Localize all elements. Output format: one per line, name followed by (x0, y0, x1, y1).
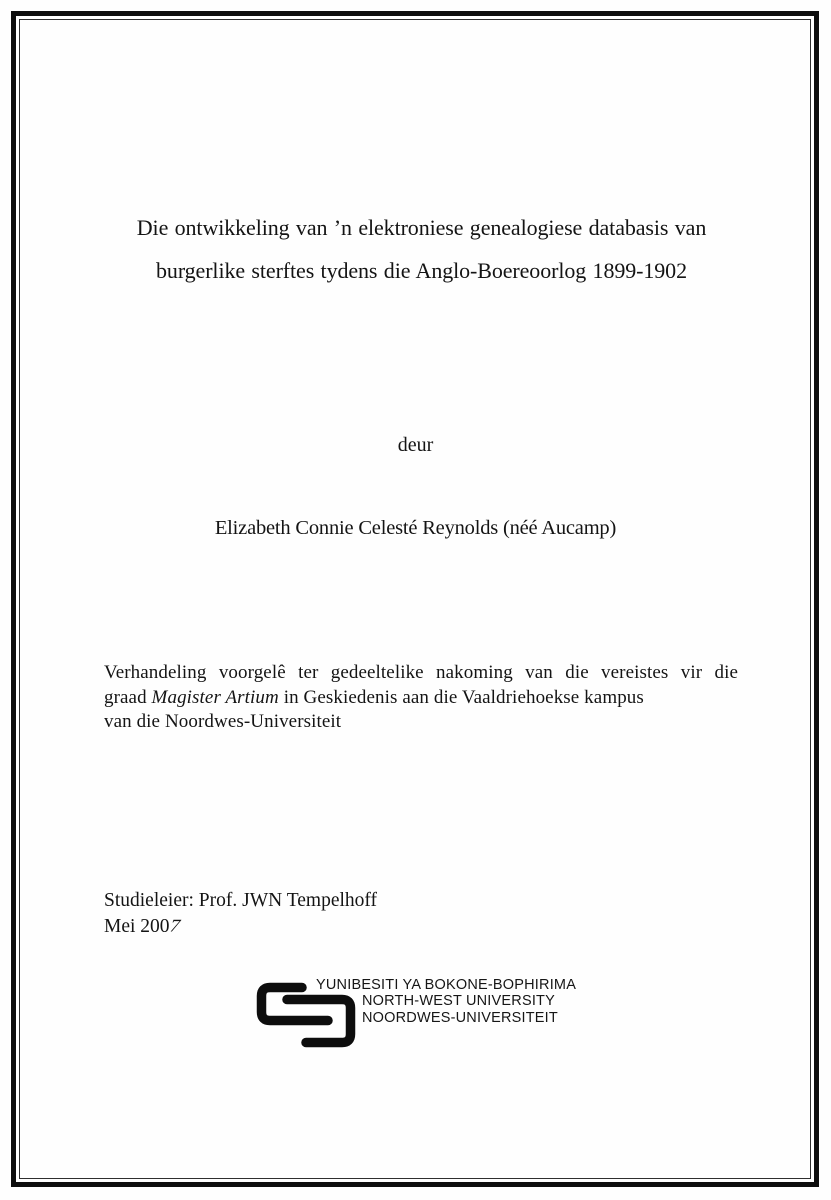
university-wordmark (316, 977, 576, 1026)
thesis-title-line1: Die ontwikkeling van ’n elektroniese genealogiese databasis van (136, 215, 707, 240)
university-name-afrikaans: NOORDWES-UNIVERSITEIT (362, 1009, 558, 1026)
thesis-title (56, 206, 787, 292)
supervisor-block (104, 888, 377, 939)
degree-declaration (104, 661, 738, 735)
date-line (104, 914, 377, 940)
date-last-digit: 7 (166, 916, 183, 936)
degree-name: Magister Artium (151, 686, 279, 708)
date-prefix: Mei 200 (104, 915, 170, 937)
thesis-title-line2: burgerlike sterftes tydens die Anglo-Boereoorlog 1899-1902 (156, 258, 687, 283)
declaration-line2-suffix: in Geskiedenis aan die Vaaldriehoekse kampus (278, 686, 644, 708)
supervisor-line: Studieleier: Prof. JWN Tempelhoff (104, 890, 378, 911)
university-name-english: NORTH-WEST UNIVERSITY (362, 993, 555, 1010)
university-name-setswana: YUNIBESITI YA BOKONE-BOPHIRIMA (316, 977, 577, 993)
declaration-line1: Verhandeling voorgelê ter gedeeltelike nakoming van die vereistes vir die (104, 662, 738, 683)
declaration-line3: van die Noordwes-Universiteit (104, 711, 342, 733)
byline: deur (397, 434, 434, 456)
declaration-line2 (104, 686, 738, 711)
declaration-line2-prefix: graad (104, 686, 152, 708)
author-name: Elizabeth Connie Celesté Reynolds (néé Aucamp) (214, 517, 617, 539)
